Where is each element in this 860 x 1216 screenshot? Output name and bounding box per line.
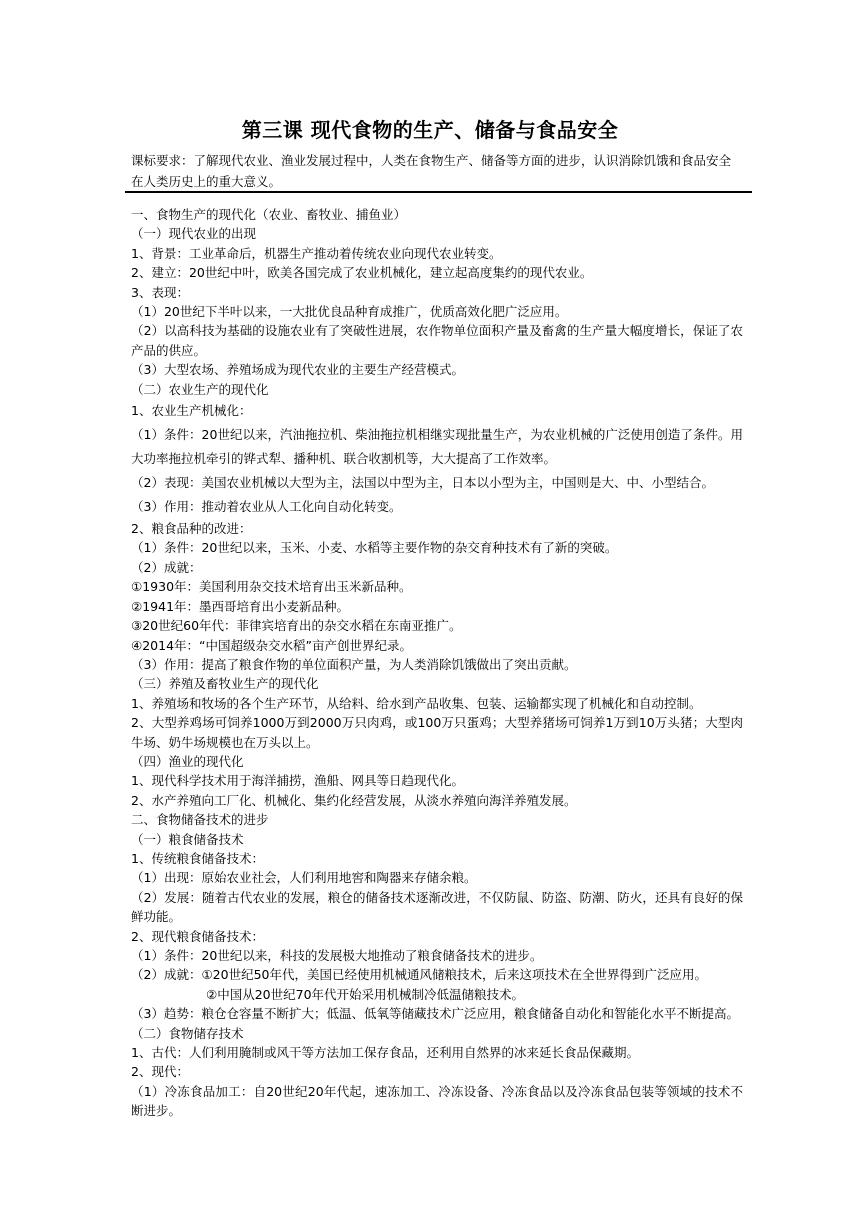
subsection-heading: （一）粮食储备技术 <box>131 831 244 847</box>
subsection-heading: （四）渔业的现代化 <box>131 753 244 769</box>
document-body <box>131 205 743 1121</box>
body-line: （1）20世纪下半叶以来，一大批优良品种育成推广，优质高效化肥广泛应用。 <box>131 304 568 320</box>
body-line: 2、建立：20世纪中叶，欧美各国完成了农业机械化，建立起高度集约的现代农业。 <box>131 265 593 281</box>
body-line: （3）作用：推动着农业从人工化向自动化转变。 <box>131 499 402 515</box>
body-line: 2、水产养殖向工厂化、机械化、集约化经营发展，从淡水养殖向海洋养殖发展。 <box>131 792 577 808</box>
body-line: 1、背景：工业革命后，机器生产推动着传统农业向现代农业转变。 <box>131 245 502 261</box>
body-line: 1、古代：人们利用腌制或风干等方法加工保存食品，还利用自然界的冰来延长食品保藏期。 <box>131 1045 639 1061</box>
list-item: ③20世纪60年代：菲律宾培育出的杂交水稻在东南亚推广。 <box>131 618 462 634</box>
body-paragraph: 2、大型养鸡场可饲养1000万到2000万只肉鸡，或100万只蛋鸡；大型养猪场可饲养1万到10万头猪；大型肉牛场、奶牛场规模也在万头以上。 <box>131 715 743 750</box>
body-line: 3、表现： <box>131 284 189 300</box>
body-line: 2、现代粮食储备技术： <box>131 928 264 944</box>
body-line-indented: ②中国从20世纪70年代开始采用机械制冷低温储粮技术。 <box>206 986 525 1002</box>
body-line: 1、现代科学技术用于海洋捕捞，渔船、网具等日趋现代化。 <box>131 773 464 789</box>
body-line: 1、传统粮食储备技术： <box>131 850 264 866</box>
curriculum-requirement: 课标要求：了解现代农业、渔业发展过程中，人类在食物生产、储备等方面的进步，认识消除饥饿和食品安全在人类历史上的重大意义。 <box>131 153 732 189</box>
body-paragraph: （1）条件：20世纪以来，汽油拖拉机、柴油拖拉机相继实现批量生产，为农业机械的广泛使用创造了条件。用大功率拖拉机牵引的铧式犁、播种机、联合收割机等，大大提高了工作效率。 <box>131 427 743 467</box>
list-item: ①1930年：美国利用杂交技术培育出玉米新品种。 <box>131 579 412 595</box>
body-line: （2）成就： <box>131 559 202 575</box>
body-paragraph: （2）发展：随着古代农业的发展，粮仓的储备技术逐渐改进，不仅防鼠、防盗、防潮、防火，还具有良好的保鲜功能。 <box>131 889 743 925</box>
body-line: 2、粮食品种的改进： <box>131 521 252 537</box>
subsection-heading: （二）农业生产的现代化 <box>131 381 269 397</box>
list-item: ④2014年：“中国超级杂交水稻”亩产创世界纪录。 <box>131 637 412 653</box>
body-paragraph: （2）以高科技为基础的设施农业有了突破性进展，农作物单位面积产量及畜禽的生产量大幅度增长，保证了农产品的供应。 <box>131 323 743 358</box>
body-line: （2）表现：美国农业机械以大型为主，法国以中型为主，日本以小型为主，中国则是大、中、小型结合。 <box>131 475 714 491</box>
body-line: 1、养殖场和牧场的各个生产环节，从给料、给水到产品收集、包装、运输都实现了机械化和自动控制。 <box>131 695 702 711</box>
body-line: （1）出现：原始农业社会，人们利用地窖和陶器来存储余粮。 <box>131 870 477 886</box>
subsection-heading: （二）食物储存技术 <box>131 1025 244 1041</box>
body-paragraph: （1）冷冻食品加工：自20世纪20年代起，速冻加工、冷冻设备、冷冻食品以及冷冻食品包装等领域的技术不断进步。 <box>131 1083 743 1119</box>
body-line: （3）作用：提高了粮食作物的单位面积产量，为人类消除饥饿做出了突出贡献。 <box>131 656 577 672</box>
body-paragraph: （3）趋势：粮仓仓容量不断扩大；低温、低氧等储藏技术广泛应用，粮食储备自动化和智能化水平不断提高。 <box>131 1006 739 1022</box>
body-line: （1）条件：20世纪以来，玉米、小麦、水稻等主要作物的杂交育种技术有了新的突破。 <box>131 540 618 556</box>
page-title: 第三课 现代食物的生产、储备与食品安全 <box>241 118 619 142</box>
body-line: （1）条件：20世纪以来，科技的发展极大地推动了粮食储备技术的进步。 <box>131 948 543 963</box>
header-divider <box>125 191 752 193</box>
list-item: ②1941年：墨西哥培育出小麦新品种。 <box>131 598 350 614</box>
body-line: （2）成就：①20世纪50年代，美国已经使用机械通风储粮技术，后来这项技术在全世界得到广泛应用。 <box>131 967 707 983</box>
body-line: （3）大型农场、养殖场成为现代农业的主要生产经营模式。 <box>131 362 464 378</box>
subsection-heading: （三）养殖及畜牧业生产的现代化 <box>131 676 319 692</box>
body-line: 1、农业生产机械化： <box>131 403 252 419</box>
subsection-heading: （一）现代农业的出现 <box>131 226 257 242</box>
section-heading: 一、食物生产的现代化（农业、畜牧业、捕鱼业） <box>131 207 407 222</box>
body-line: 2、现代： <box>131 1064 189 1080</box>
section-heading: 二、食物储备技术的进步 <box>131 812 269 828</box>
